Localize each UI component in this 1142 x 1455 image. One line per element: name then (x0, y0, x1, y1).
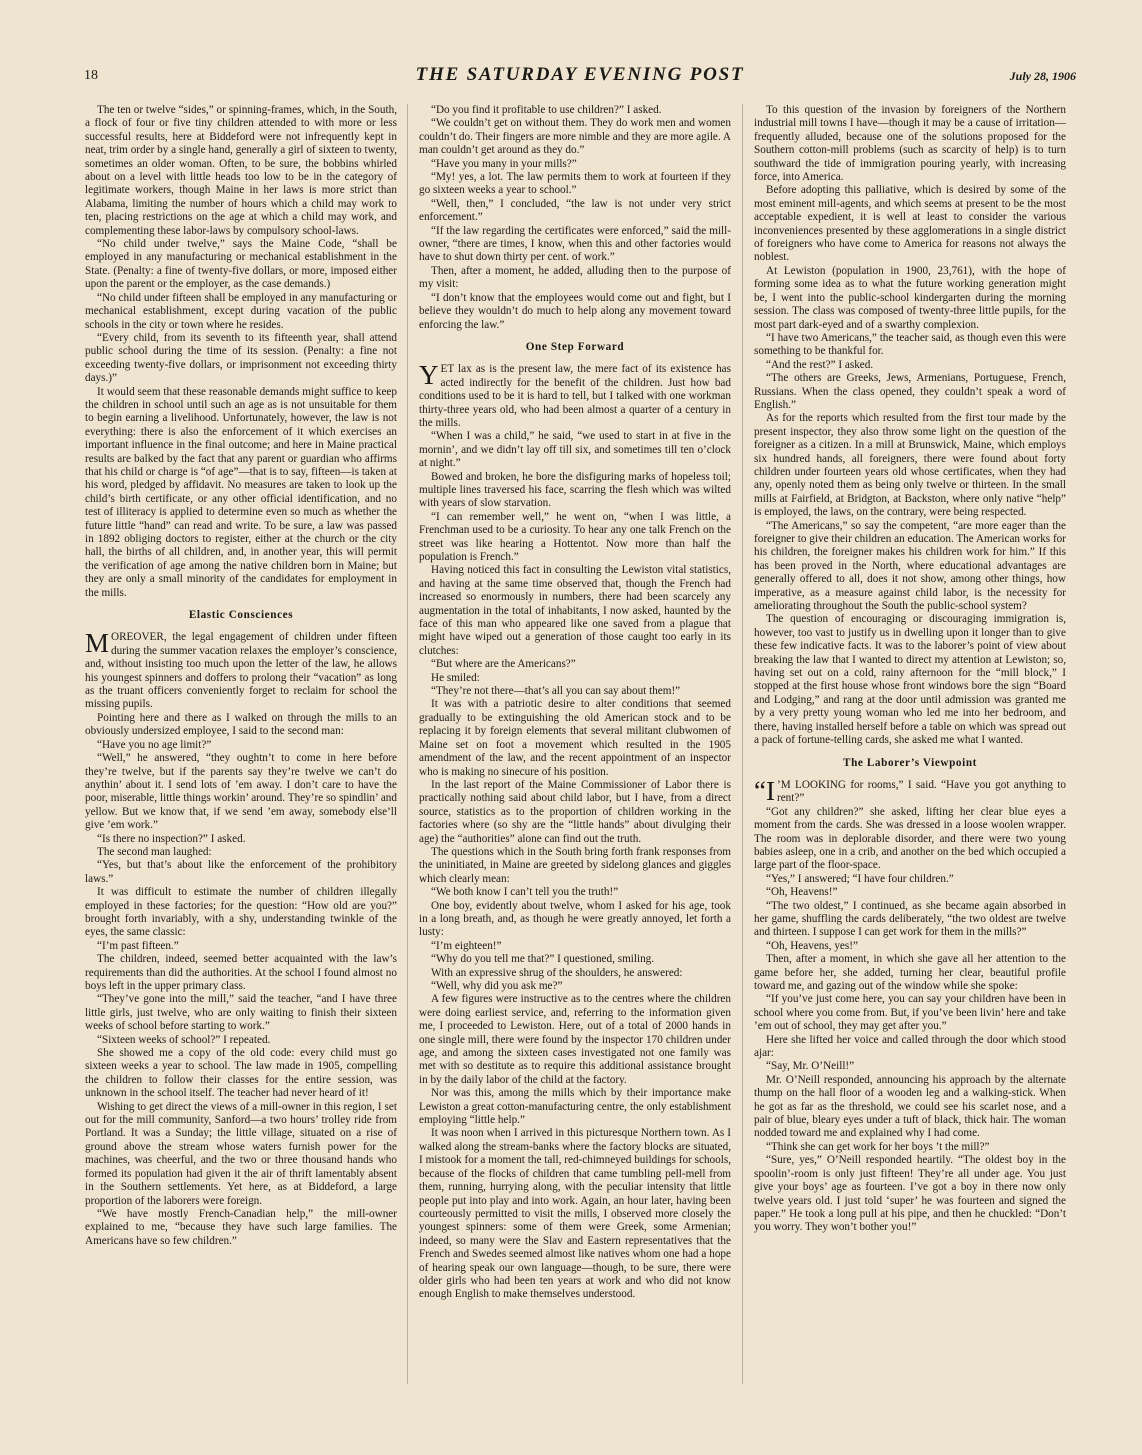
section-heading: Elastic Consciences (188, 609, 294, 622)
paragraph: “My! yes, a lot. The law permits them to work at fourteen if they go sixteen weeks a year to school.” (419, 171, 731, 197)
paragraph: “And the rest?” I asked. (766, 358, 874, 371)
paragraph: “The Americans,” so say the competent, “are more eager than the foreigner to give their children an education. The American works for his children, the foreigner makes his children work for him.” If this has been proved in the North, where educational advantages are generally offered to all, does it not show, among other things, how imperative, as a measure against child labor, is the necessity for ameliorating throughout the South the public-school system? (754, 519, 1066, 613)
column-1 (85, 104, 397, 1248)
paragraph: One boy, evidently about twelve, whom I asked for his age, took in a long breath, and, as though he were greatly annoyed, let forth a lusty: (419, 899, 731, 939)
paragraph: “The two oldest,” I continued, as she became again absorbed in her game, shuffling the cards deliberately, “the two oldest are twelve and thirteen. I suppose I can get work for them in the mills?” (754, 899, 1066, 939)
paragraph: “Yes, but that’s about like the enforcement of the prohibitory laws.” (85, 859, 397, 885)
paragraph: The question of encouraging or discouraging immigration is, however, too vast to justify us in dwelling upon it longer than to give these few indicative facts. It was to the laborer’s point of view about breaking the law that I wanted to direct my attention at Lewiston; so, having set out on a cold, rainy afternoon for the “mill block,” I stopped at the first house whose front windows bore the sign “Board and Lodging,” and rang at the door until admission was granted me by a very pretty young woman who led me into her bedroom, and there, having installed herself before a table on which was spread out a pack of fortune-telling cards, she asked me what I wanted. (754, 613, 1066, 747)
issue-date: July 28, 1906 (1009, 69, 1076, 83)
column-rule (407, 104, 408, 1384)
paragraph: “Oh, Heavens!” (766, 886, 838, 899)
paragraph: “The others are Greeks, Jews, Armenians, Portuguese, French, Russians. When the class opened, they couldn’t speak a word of English.” (754, 372, 1066, 411)
paragraph: It would seem that these reasonable demands might suffice to keep the children in school until such an age as is not unsuitable for them to begin earning a livelihood. Unfortunately, however, the law is not everything: there is also the enforcement of it which exercises an important influence in the final outcome; and here in Maine practical results are balked by the fact that any parent or guardian who affirms that his child or charge is “of age”—that is to say, fifteen—is taken at his word, pledged by affidavit. No measures are taken to look up the child’s birth certificate, or any other official identification, and no test of illiteracy is applied to determine even so much as whether the future little “hand” can read and write. To be sure, a law was passed in 1892 obliging doctors to register, either at the church or the city hall, the births of all children, and, in another year, this will permit the verification of age among the native children born in Maine; but they are only a small minority of the candidates for employment in the mills. (85, 385, 397, 599)
paragraph: “But where are the Americans?” (431, 658, 576, 671)
paragraph: “I can remember well,” he went on, “when I was little, a Frenchman used to be a curiosity. To hear any one talk French on the street was like hearing a Hottentot. Now more than half the population is French.” (419, 510, 731, 563)
paragraph: The ten or twelve “sides,” or spinning-frames, which, in the South, a flock of four or five tiny children attended to with more or less successful results, here at Biddeford were not infrequently kept in neat, trim order by a single hand, generally a girl of sixteen to twenty, sometimes an older woman. Often, to be sure, the bobbins whirled about on a level with little heads too low to be in the category of legitimate workers, though Maine in her laws is more strict than Alabama, limiting the number of hours which a child may work to ten, placing restrictions on the age at which a child may work, and complementing these labor-laws by compulsory school-laws. (85, 104, 397, 237)
section-heading: One Step Forward (525, 340, 625, 353)
paragraph: It was with a patriotic desire to alter conditions that seemed gradually to be extinguishing the old American stock and to be replacing it by foreign elements that several militant clubwomen of Maine set on foot a movement which resulted in the 1905 amendment of the law, and the recent appointment of an inspector who is making no sinecure of his position. (419, 698, 731, 778)
paragraph (419, 360, 731, 430)
paragraph-text: ’M LOOKING for rooms,” I said. “Have you got anything to rent?” (776, 778, 1066, 805)
paragraph: She showed me a copy of the old code: every child must go sixteen weeks a year to school. The law made in 1905, compelling the children to follow their classes for the entire session, was unknown in the school itself. The teacher had never heard of it! (85, 1047, 397, 1100)
paragraph: “When I was a child,” he said, “we used to start in at five in the mornin’, and we didn’t lay off till six, and sometimes till ten o’clock at night.” (419, 430, 731, 470)
paragraph: A few figures were instructive as to the centres where the children were doing earliest service, and, referring to the information given me, I proceeded to Lewiston. Here, out of a total of 2000 hands in one single mill, there were found by the inspector 170 children under age, and among the sixteen cases investigated not one family was met with so destitute as to require this additional assistance brought in by the daily labor of the child at the factory. (419, 993, 731, 1086)
paragraph: “Have you no age limit?” (97, 738, 212, 751)
paragraph: At Lewiston (population in 1900, 23,761), with the hope of forming some idea as to what the future working generation might be, I went into the public-school kindergarten during the morning session. The class was composed of twenty-three little pupils, for the most part dark-eyed and of a swarthy complexion. (754, 264, 1066, 331)
paragraph: Mr. O’Neill responded, announcing his approach by the alternate thump on the hall floor of a wooden leg and a walking-stick. When he got as far as the threshold, we could see his scarlet nose, and a pair of blue, bleary eyes under a tuft of black, thick hair. The woman nodded toward me and explained why I had come. (754, 1073, 1066, 1140)
paragraph: The second man laughed: (97, 845, 212, 858)
paragraph: “I’m past fifteen.” (97, 939, 179, 952)
paragraph: He smiled: (431, 671, 480, 684)
paragraph: It was noon when I arrived in this picturesque Northern town. As I walked along the stream-banks where the factory blocks are situated, I mistook for a moment the tall, red-chimneyed buildings for schools, because of the flocks of children that came tumbling pell-mell from them, running, hurrying along, with the peculiar intensity that little people put into play and into work. Again, an hour later, having been courteously permitted to visit the mills, I observed more closely the youngest spinners: some of them were Greek, some Armenian; indeed, so many were the Slav and Eastern representatives that the French and Swedes seemed almost like natives whom one had a hope of hearing speak our own language—though, to be sure, there were older girls who had been ten years at work and who did not know enough English to make themselves understood. (419, 1127, 731, 1301)
paragraph: “Is there no inspection?” I asked. (97, 832, 246, 845)
paragraph: Then, after a moment, he added, alluding then to the purpose of my visit: (419, 264, 731, 291)
paragraph: “I don’t know that the employees would come out and fight, but I believe they wouldn’t do much to help along any movement toward enforcing the law.” (419, 291, 731, 331)
paragraph (754, 775, 1066, 806)
paragraph: Before adopting this palliative, which is desired by some of the most eminent mill-agents, and which seems at present to be the most acceptable expedient, it is well at least to consider the various inconveniences presented by these agglomerations in a single district of foreigners who have come to America for reasons not always the noblest. (754, 184, 1066, 264)
paragraph: With an expressive shrug of the shoulders, he answered: (431, 966, 683, 979)
paragraph: Bowed and broken, he bore the disfiguring marks of hopeless toil; multiple lines traversed his face, scarring the flesh which was wilted with years of slow starvation. (419, 470, 731, 510)
drop-cap: “I (754, 775, 775, 806)
paragraph: Pointing here and there as I walked on through the mills to an obviously undersized employee, I said to the second man: (85, 711, 397, 738)
paragraph: It was difficult to estimate the number of children illegally employed in these factories; for the question: “How old are you?” brought forth invariably, with a shy, understanding twinkle of the eyes, the same classic: (85, 886, 397, 939)
paragraph-text: ET lax as is the present law, the mere fact of its existence has acted indirectly for the benefit of the children. Just how bad conditions used to be it is hard to tell, but I talked with one workman thirty-three years old, who had been almost a quarter of a century in the mills. (419, 363, 731, 429)
paragraph: Here she lifted her voice and called through the door which stood ajar: (754, 1033, 1066, 1060)
column-3 (754, 104, 1066, 1235)
drop-cap: M (85, 628, 110, 659)
page-number: 18 (84, 68, 98, 83)
paragraph: “Well, then,” I concluded, “the law is not under very strict enforcement.” (419, 197, 731, 224)
paragraph: To this question of the invasion by foreigners of the Northern industrial mill towns I have—though it may be a cause of irritation—frequently alluded, because one of the solutions proposed for the Southern cotton-mill problems (such as scarcity of help) is to turn southward the tide of immigration pouring yearly, with increasing force, into America. (754, 104, 1066, 184)
paragraph: “We both know I can’t tell you the truth!” (431, 886, 619, 899)
paragraph: The questions which in the South bring forth frank responses from the uninitiated, in Maine are greeted by sidelong glances and giggles which clearly mean: (419, 845, 731, 885)
paragraph (85, 628, 397, 711)
paragraph: “Well,” he answered, “they oughtn’t to come in here before they’re twelve, but if the parents say they’re twelve we can’t do anythin’ about it. I send lots of ’em away. I don’t care to have the poor, miserable, little things workin’ around. They’re so spindlin’ and yellow. But we know that, if we send ’em away, somebody else’ll give ’em work.” (85, 752, 397, 832)
paragraph: Then, after a moment, in which she gave all her attention to the game before her, she added, turning her clear, beautiful profile toward me, and gazing out of the window while she spoke: (754, 953, 1066, 992)
paragraph: “We have mostly French-Canadian help,” the mill-owner explained to me, “because they have such large families. The Americans have so few children.” (85, 1207, 397, 1247)
paragraph: Nor was this, among the mills which by their importance make Lewiston a great cotton-manufacturing centre, the only establishment employing “little help.” (419, 1087, 731, 1127)
paragraph: As for the reports which resulted from the first tour made by the present inspector, they also throw some light on the question of the foreigner as a citizen. In a mill at Brunswick, Maine, which employs six hundred hands, all foreigners, there were found about forty children under fourteen years old whose certificates, when they had any, openly noted them as being only twelve or thirteen. In the small mills at Fairfield, at Bridgton, at Backston, where only native “help” is employed, the laws, on the contrary, were being respected. (754, 412, 1066, 519)
paragraph: “Think she can get work for her boys ’t the mill?” (766, 1140, 990, 1153)
paragraph: “If you’ve just come here, you can say your children have been in school where you come from. But, if you’ve been livin’ here and take ’em out of school, they may get after you.” (754, 993, 1066, 1033)
paragraph: “Do you find it profitable to use children?” I asked. (431, 104, 662, 116)
paragraph: “Well, why did you ask me?” (431, 980, 563, 992)
paragraph: “I have two Americans,” the teacher said, as though even this were something to be thankful for. (754, 331, 1066, 358)
paragraph: “We couldn’t get on without them. They do work men and women couldn’t do. Their fingers are more nimble and they are more agile. A man couldn’t get around as they do.” (419, 117, 731, 157)
paragraph: “Got any children?” she asked, lifting her clear blue eyes a moment from the cards. She was dressed in a loose woolen wrapper. The room was in deplorable disorder, and there were two young babies asleep, one in a crib, and another on the bed which occupied a large part of the floor-space. (754, 805, 1066, 872)
paragraph: “Have you many in your mills?” (431, 157, 577, 170)
column-2 (419, 104, 731, 1302)
masthead: THE SATURDAY EVENING POST (415, 64, 745, 85)
paragraph: “If the law regarding the certificates were enforced,” said the mill-owner, “there are times, I know, when this and other factories would have to shut down thirty per cent. of work.” (419, 224, 731, 264)
paragraph: “Sure, yes,” O’Neill responded heartily. “The oldest boy in the spoolin’-room is only just fifteen! They’re all under age. You just give your boys’ age as fourteen. I’ve got a boy in there now only twelve years old. I just told ‘super’ he was fourteen and signed the paper.” He took a long pull at his pipe, and then he chuckled: “Don’t you worry. They won’t bother you!” (754, 1154, 1066, 1234)
paragraph: “Say, Mr. O’Neill!” (766, 1060, 855, 1073)
paragraph: “Yes,” I answered; “I have four children.” (766, 872, 954, 885)
paragraph: “Oh, Heavens, yes!” (766, 939, 858, 952)
page-header (84, 64, 1076, 88)
drop-cap: Y (419, 360, 439, 391)
section-heading: The Laborer’s Viewpoint (843, 756, 977, 769)
paragraph: The children, indeed, seemed better acquainted with the law’s requirements than did the authorities. At the school I found almost no boys left in the upper primary class. (85, 953, 397, 992)
paragraph: “They’ve gone into the mill,” said the teacher, “and I have three little girls, just twelve, who are only waiting to finish their sixteen weeks of school before starting to work.” (85, 993, 397, 1033)
paragraph: Wishing to get direct the views of a mill-owner in this region, I set out for the mill community, Sanford—a two hours’ trolley ride from Portland. It was a Sunday; the little village, situated on a rise of ground above the stream whose waters furnish power for the machines, was cheerful, and the two or three thousand hands who formed its population had given it the air of thrift lamentably absent in the Southern settlements. Yet here, as at Biddeford, a large proportion of the laborers were foreign. (85, 1100, 397, 1207)
column-rule (742, 104, 743, 1384)
paragraph: “I’m eighteen!” (431, 939, 502, 952)
paragraph: “Why do you tell me that?” I questioned, smiling. (431, 953, 655, 966)
paragraph: In the last report of the Maine Commissioner of Labor there is practically nothing said about child labor, but I have, from a direct source, statistics as to the proportion of children working in the factories where (so shy are the “little hands” about divulging their age) the “authorities” alone can find out the truth. (419, 778, 731, 845)
paragraph: “No child under fifteen shall be employed in any manufacturing or mechanical establishment, except during vacation of the public schools in the city or town where he resides. (85, 291, 397, 331)
paragraph: “They’re not there—that’s all you can say about them!” (431, 685, 681, 698)
paragraph-text: OREOVER, the legal engagement of children under fifteen during the summer vacation relaxes the employer’s conscience, and, without insisting too much upon the letter of the law, he allows his youngest spinners and doffers to prolong their “vacation” as long as the truant officers conveniently forget to reclaim for school the missing pupils. (85, 631, 397, 711)
paragraph: “Sixteen weeks of school?” I repeated. (97, 1033, 271, 1046)
paragraph: “No child under twelve,” says the Maine Code, “shall be employed in any manufacturing or mechanical establishment in the State. (Penalty: a fine of twenty-five dollars, or more, imposed either upon the parent or the employer, as the case demands.) (85, 238, 397, 291)
paragraph: Having noticed this fact in consulting the Lewiston vital statistics, and having at the same time observed that, though the French had increased so enormously in numbers, there had been scarcely any augmentation in the total of inhabitants, I now asked, haunted by the face of this man who appeared like one saved from a plague that might have wiped out a generation of those caught too early in its clutches: (419, 564, 731, 657)
paragraph: “Every child, from its seventh to its fifteenth year, shall attend public school during the time of its session. (Penalty: a fine not exceeding twenty-five dollars, or imprisonment not exceeding thirty days.)” (85, 331, 397, 385)
